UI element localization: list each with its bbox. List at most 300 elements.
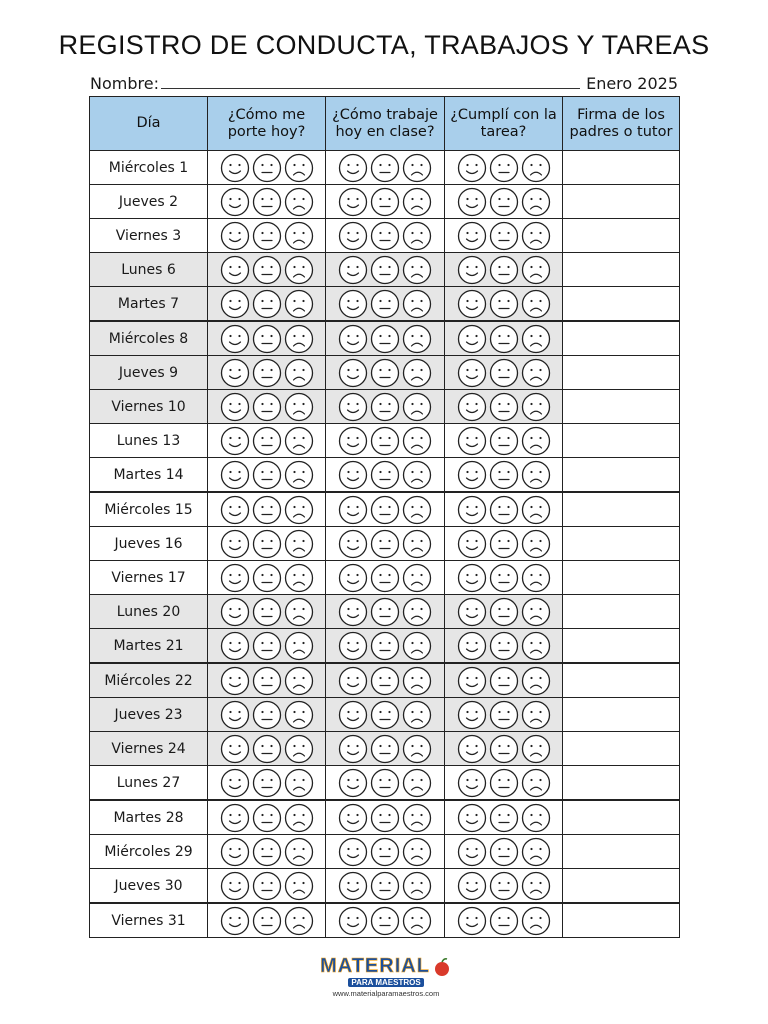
homework-faces-cell (445, 458, 563, 493)
face-group (445, 358, 562, 388)
happy-face-icon[interactable] (338, 700, 368, 730)
neutral-face-icon[interactable] (489, 837, 519, 867)
happy-face-icon[interactable] (457, 426, 487, 456)
sad-face-icon[interactable] (402, 803, 432, 833)
happy-face-icon[interactable] (457, 734, 487, 764)
neutral-face-icon[interactable] (370, 324, 400, 354)
neutral-face-icon[interactable] (370, 460, 400, 490)
happy-face-icon[interactable] (220, 597, 250, 627)
happy-face-icon[interactable] (220, 426, 250, 456)
sad-face-icon[interactable] (284, 631, 314, 661)
happy-face-icon[interactable] (220, 837, 250, 867)
face-group (326, 358, 444, 388)
header-classwork: ¿Cómo trabaje hoy en clase? (326, 97, 445, 151)
happy-face-icon[interactable] (457, 392, 487, 422)
sad-face-icon[interactable] (402, 495, 432, 525)
face-group (445, 700, 562, 730)
sad-face-icon[interactable] (284, 460, 314, 490)
happy-face-icon[interactable] (338, 460, 368, 490)
sad-face-icon[interactable] (284, 324, 314, 354)
day-cell: Miércoles 22 (90, 663, 208, 698)
logo-url: www.materialparamaestros.com (332, 989, 440, 998)
neutral-face-icon[interactable] (370, 358, 400, 388)
signature-cell[interactable] (563, 663, 680, 698)
sad-face-icon[interactable] (284, 871, 314, 901)
happy-face-icon[interactable] (457, 597, 487, 627)
sad-face-icon[interactable] (284, 700, 314, 730)
happy-face-icon[interactable] (220, 221, 250, 251)
happy-face-icon[interactable] (338, 734, 368, 764)
classwork-faces-cell (326, 458, 445, 493)
sad-face-icon[interactable] (402, 631, 432, 661)
happy-face-icon[interactable] (457, 803, 487, 833)
neutral-face-icon[interactable] (370, 700, 400, 730)
happy-face-icon[interactable] (220, 734, 250, 764)
table-row (90, 219, 680, 253)
sad-face-icon[interactable] (284, 289, 314, 319)
happy-face-icon[interactable] (220, 153, 250, 183)
homework-faces-cell (445, 903, 563, 938)
happy-face-icon[interactable] (457, 666, 487, 696)
signature-cell[interactable] (563, 458, 680, 493)
happy-face-icon[interactable] (457, 460, 487, 490)
neutral-face-icon[interactable] (370, 871, 400, 901)
neutral-face-icon[interactable] (252, 358, 282, 388)
material-para-maestros-logo (318, 955, 454, 1005)
behavior-faces-cell (208, 629, 326, 664)
sad-face-icon[interactable] (284, 187, 314, 217)
neutral-face-icon[interactable] (489, 460, 519, 490)
neutral-face-icon[interactable] (370, 666, 400, 696)
sad-face-icon[interactable] (402, 426, 432, 456)
neutral-face-icon[interactable] (370, 837, 400, 867)
day-cell: Lunes 20 (90, 595, 208, 629)
neutral-face-icon[interactable] (370, 255, 400, 285)
homework-faces-cell (445, 835, 563, 869)
behavior-faces-cell (208, 732, 326, 766)
day-cell: Martes 28 (90, 800, 208, 835)
neutral-face-icon[interactable] (489, 426, 519, 456)
sad-face-icon[interactable] (402, 460, 432, 490)
neutral-face-icon[interactable] (370, 187, 400, 217)
neutral-face-icon[interactable] (252, 529, 282, 559)
happy-face-icon[interactable] (220, 289, 250, 319)
neutral-face-icon[interactable] (370, 803, 400, 833)
sad-face-icon[interactable] (402, 597, 432, 627)
happy-face-icon[interactable] (220, 460, 250, 490)
signature-cell[interactable] (563, 527, 680, 561)
neutral-face-icon[interactable] (489, 495, 519, 525)
happy-face-icon[interactable] (457, 324, 487, 354)
happy-face-icon[interactable] (220, 563, 250, 593)
neutral-face-icon[interactable] (252, 666, 282, 696)
happy-face-icon[interactable] (338, 324, 368, 354)
sad-face-icon[interactable] (521, 700, 551, 730)
happy-face-icon[interactable] (457, 187, 487, 217)
happy-face-icon[interactable] (457, 871, 487, 901)
neutral-face-icon[interactable] (370, 426, 400, 456)
sad-face-icon[interactable] (521, 906, 551, 936)
homework-faces-cell (445, 869, 563, 904)
face-group (208, 358, 325, 388)
sad-face-icon[interactable] (402, 700, 432, 730)
neutral-face-icon[interactable] (252, 734, 282, 764)
sad-face-icon[interactable] (284, 563, 314, 593)
neutral-face-icon[interactable] (489, 597, 519, 627)
face-group (208, 289, 325, 319)
table-row (90, 287, 680, 322)
happy-face-icon[interactable] (338, 563, 368, 593)
sad-face-icon[interactable] (284, 153, 314, 183)
neutral-face-icon[interactable] (252, 837, 282, 867)
sad-face-icon[interactable] (521, 529, 551, 559)
behavior-faces-cell (208, 698, 326, 732)
neutral-face-icon[interactable] (252, 324, 282, 354)
neutral-face-icon[interactable] (252, 906, 282, 936)
happy-face-icon[interactable] (220, 392, 250, 422)
neutral-face-icon[interactable] (252, 597, 282, 627)
happy-face-icon[interactable] (338, 495, 368, 525)
sad-face-icon[interactable] (284, 906, 314, 936)
signature-cell[interactable] (563, 287, 680, 322)
sad-face-icon[interactable] (284, 597, 314, 627)
behavior-faces-cell (208, 869, 326, 904)
sad-face-icon[interactable] (402, 906, 432, 936)
face-group (445, 906, 562, 936)
day-cell: Jueves 23 (90, 698, 208, 732)
sad-face-icon[interactable] (521, 255, 551, 285)
face-group (326, 255, 444, 285)
signature-cell[interactable] (563, 492, 680, 527)
neutral-face-icon[interactable] (489, 289, 519, 319)
homework-faces-cell (445, 629, 563, 664)
face-group (326, 700, 444, 730)
sad-face-icon[interactable] (521, 803, 551, 833)
neutral-face-icon[interactable] (489, 392, 519, 422)
sad-face-icon[interactable] (402, 187, 432, 217)
neutral-face-icon[interactable] (370, 597, 400, 627)
sad-face-icon[interactable] (402, 392, 432, 422)
happy-face-icon[interactable] (457, 837, 487, 867)
happy-face-icon[interactable] (338, 768, 368, 798)
page-title: REGISTRO DE CONDUCTA, TRABAJOS Y TAREAS (58, 30, 710, 60)
signature-cell[interactable] (563, 356, 680, 390)
sad-face-icon[interactable] (521, 426, 551, 456)
day-cell: Miércoles 8 (90, 321, 208, 356)
signature-cell[interactable] (563, 185, 680, 219)
sad-face-icon[interactable] (521, 563, 551, 593)
sad-face-icon[interactable] (521, 871, 551, 901)
sad-face-icon[interactable] (521, 666, 551, 696)
sad-face-icon[interactable] (402, 358, 432, 388)
sad-face-icon[interactable] (402, 153, 432, 183)
happy-face-icon[interactable] (338, 426, 368, 456)
sad-face-icon[interactable] (521, 358, 551, 388)
neutral-face-icon[interactable] (489, 871, 519, 901)
happy-face-icon[interactable] (338, 631, 368, 661)
sad-face-icon[interactable] (402, 529, 432, 559)
sad-face-icon[interactable] (521, 187, 551, 217)
happy-face-icon[interactable] (457, 153, 487, 183)
signature-cell[interactable] (563, 800, 680, 835)
sad-face-icon[interactable] (284, 768, 314, 798)
face-group (326, 426, 444, 456)
neutral-face-icon[interactable] (252, 768, 282, 798)
face-group (445, 631, 562, 661)
name-field[interactable] (161, 88, 580, 89)
happy-face-icon[interactable] (457, 358, 487, 388)
face-group (445, 768, 562, 798)
sad-face-icon[interactable] (284, 803, 314, 833)
sad-face-icon[interactable] (402, 324, 432, 354)
signature-cell[interactable] (563, 698, 680, 732)
face-group (208, 495, 325, 525)
homework-faces-cell (445, 766, 563, 801)
happy-face-icon[interactable] (338, 803, 368, 833)
neutral-face-icon[interactable] (370, 153, 400, 183)
happy-face-icon[interactable] (457, 563, 487, 593)
neutral-face-icon[interactable] (252, 700, 282, 730)
signature-cell[interactable] (563, 151, 680, 185)
neutral-face-icon[interactable] (489, 631, 519, 661)
behavior-faces-cell (208, 663, 326, 698)
face-group (208, 324, 325, 354)
happy-face-icon[interactable] (220, 529, 250, 559)
signature-cell[interactable] (563, 903, 680, 938)
classwork-faces-cell (326, 287, 445, 322)
neutral-face-icon[interactable] (252, 871, 282, 901)
day-cell: Viernes 24 (90, 732, 208, 766)
happy-face-icon[interactable] (338, 255, 368, 285)
happy-face-icon[interactable] (220, 768, 250, 798)
neutral-face-icon[interactable] (489, 153, 519, 183)
signature-cell[interactable] (563, 561, 680, 595)
signature-cell[interactable] (563, 629, 680, 664)
neutral-face-icon[interactable] (370, 495, 400, 525)
face-group (326, 187, 444, 217)
happy-face-icon[interactable] (220, 187, 250, 217)
sad-face-icon[interactable] (284, 529, 314, 559)
sad-face-icon[interactable] (521, 289, 551, 319)
neutral-face-icon[interactable] (252, 392, 282, 422)
classwork-faces-cell (326, 869, 445, 904)
neutral-face-icon[interactable] (252, 426, 282, 456)
neutral-face-icon[interactable] (370, 563, 400, 593)
happy-face-icon[interactable] (338, 187, 368, 217)
neutral-face-icon[interactable] (489, 324, 519, 354)
neutral-face-icon[interactable] (370, 289, 400, 319)
signature-cell[interactable] (563, 766, 680, 801)
neutral-face-icon[interactable] (252, 631, 282, 661)
sad-face-icon[interactable] (284, 392, 314, 422)
happy-face-icon[interactable] (457, 289, 487, 319)
sad-face-icon[interactable] (521, 837, 551, 867)
day-cell: Jueves 2 (90, 185, 208, 219)
signature-cell[interactable] (563, 869, 680, 904)
happy-face-icon[interactable] (220, 666, 250, 696)
sad-face-icon[interactable] (521, 631, 551, 661)
sad-face-icon[interactable] (284, 666, 314, 696)
happy-face-icon[interactable] (457, 631, 487, 661)
neutral-face-icon[interactable] (252, 289, 282, 319)
face-group (208, 255, 325, 285)
day-cell: Jueves 16 (90, 527, 208, 561)
neutral-face-icon[interactable] (370, 392, 400, 422)
neutral-face-icon[interactable] (489, 221, 519, 251)
sad-face-icon[interactable] (284, 495, 314, 525)
happy-face-icon[interactable] (457, 700, 487, 730)
happy-face-icon[interactable] (457, 529, 487, 559)
happy-face-icon[interactable] (457, 221, 487, 251)
happy-face-icon[interactable] (457, 906, 487, 936)
happy-face-icon[interactable] (220, 631, 250, 661)
sad-face-icon[interactable] (402, 768, 432, 798)
behavior-faces-cell (208, 424, 326, 458)
neutral-face-icon[interactable] (252, 221, 282, 251)
happy-face-icon[interactable] (220, 495, 250, 525)
neutral-face-icon[interactable] (489, 529, 519, 559)
table-row (90, 698, 680, 732)
sad-face-icon[interactable] (284, 255, 314, 285)
neutral-face-icon[interactable] (370, 734, 400, 764)
sad-face-icon[interactable] (284, 734, 314, 764)
signature-cell[interactable] (563, 424, 680, 458)
happy-face-icon[interactable] (220, 803, 250, 833)
face-group (326, 906, 444, 936)
face-group (208, 803, 325, 833)
happy-face-icon[interactable] (220, 324, 250, 354)
neutral-face-icon[interactable] (252, 255, 282, 285)
sad-face-icon[interactable] (521, 597, 551, 627)
neutral-face-icon[interactable] (489, 563, 519, 593)
happy-face-icon[interactable] (457, 495, 487, 525)
happy-face-icon[interactable] (220, 906, 250, 936)
sad-face-icon[interactable] (521, 768, 551, 798)
neutral-face-icon[interactable] (489, 768, 519, 798)
sad-face-icon[interactable] (521, 734, 551, 764)
sad-face-icon[interactable] (284, 358, 314, 388)
signature-cell[interactable] (563, 321, 680, 356)
signature-cell[interactable] (563, 732, 680, 766)
face-group (445, 324, 562, 354)
neutral-face-icon[interactable] (489, 803, 519, 833)
happy-face-icon[interactable] (457, 255, 487, 285)
header-behavior: ¿Cómo me porte hoy? (208, 97, 326, 151)
sad-face-icon[interactable] (521, 221, 551, 251)
face-group (445, 289, 562, 319)
behavior-faces-cell (208, 287, 326, 322)
neutral-face-icon[interactable] (252, 803, 282, 833)
sad-face-icon[interactable] (521, 324, 551, 354)
homework-faces-cell (445, 663, 563, 698)
table-row (90, 835, 680, 869)
sad-face-icon[interactable] (521, 153, 551, 183)
behavior-faces-cell (208, 356, 326, 390)
sad-face-icon[interactable] (402, 289, 432, 319)
face-group (445, 837, 562, 867)
happy-face-icon[interactable] (220, 871, 250, 901)
happy-face-icon[interactable] (338, 289, 368, 319)
neutral-face-icon[interactable] (489, 700, 519, 730)
sad-face-icon[interactable] (284, 837, 314, 867)
behavior-faces-cell (208, 561, 326, 595)
sad-face-icon[interactable] (402, 563, 432, 593)
neutral-face-icon[interactable] (370, 768, 400, 798)
homework-faces-cell (445, 321, 563, 356)
signature-cell[interactable] (563, 219, 680, 253)
signature-cell[interactable] (563, 835, 680, 869)
face-group (208, 153, 325, 183)
neutral-face-icon[interactable] (252, 495, 282, 525)
sad-face-icon[interactable] (402, 255, 432, 285)
sad-face-icon[interactable] (521, 460, 551, 490)
happy-face-icon[interactable] (338, 597, 368, 627)
happy-face-icon[interactable] (220, 700, 250, 730)
signature-cell[interactable] (563, 595, 680, 629)
sad-face-icon[interactable] (521, 495, 551, 525)
happy-face-icon[interactable] (338, 871, 368, 901)
happy-face-icon[interactable] (338, 392, 368, 422)
happy-face-icon[interactable] (457, 768, 487, 798)
table-row (90, 800, 680, 835)
face-group (445, 871, 562, 901)
signature-cell[interactable] (563, 390, 680, 424)
neutral-face-icon[interactable] (370, 906, 400, 936)
header-homework: ¿Cumplí con la tarea? (445, 97, 563, 151)
sad-face-icon[interactable] (402, 837, 432, 867)
happy-face-icon[interactable] (338, 153, 368, 183)
face-group (326, 324, 444, 354)
happy-face-icon[interactable] (338, 221, 368, 251)
neutral-face-icon[interactable] (370, 221, 400, 251)
happy-face-icon[interactable] (338, 529, 368, 559)
neutral-face-icon[interactable] (489, 358, 519, 388)
face-group (208, 221, 325, 251)
happy-face-icon[interactable] (338, 837, 368, 867)
sad-face-icon[interactable] (284, 426, 314, 456)
neutral-face-icon[interactable] (489, 187, 519, 217)
happy-face-icon[interactable] (338, 906, 368, 936)
sad-face-icon[interactable] (402, 871, 432, 901)
neutral-face-icon[interactable] (370, 529, 400, 559)
sad-face-icon[interactable] (402, 221, 432, 251)
face-group (326, 460, 444, 490)
face-group (326, 597, 444, 627)
happy-face-icon[interactable] (338, 358, 368, 388)
neutral-face-icon[interactable] (370, 631, 400, 661)
neutral-face-icon[interactable] (489, 734, 519, 764)
happy-face-icon[interactable] (338, 666, 368, 696)
sad-face-icon[interactable] (402, 666, 432, 696)
sad-face-icon[interactable] (402, 734, 432, 764)
happy-face-icon[interactable] (220, 358, 250, 388)
signature-cell[interactable] (563, 253, 680, 287)
happy-face-icon[interactable] (220, 255, 250, 285)
face-group (445, 666, 562, 696)
neutral-face-icon[interactable] (252, 187, 282, 217)
neutral-face-icon[interactable] (489, 255, 519, 285)
sad-face-icon[interactable] (521, 392, 551, 422)
sad-face-icon[interactable] (284, 221, 314, 251)
neutral-face-icon[interactable] (252, 153, 282, 183)
neutral-face-icon[interactable] (252, 460, 282, 490)
neutral-face-icon[interactable] (489, 666, 519, 696)
table-row (90, 903, 680, 938)
neutral-face-icon[interactable] (489, 906, 519, 936)
behavior-faces-cell (208, 185, 326, 219)
neutral-face-icon[interactable] (252, 563, 282, 593)
table-row (90, 732, 680, 766)
